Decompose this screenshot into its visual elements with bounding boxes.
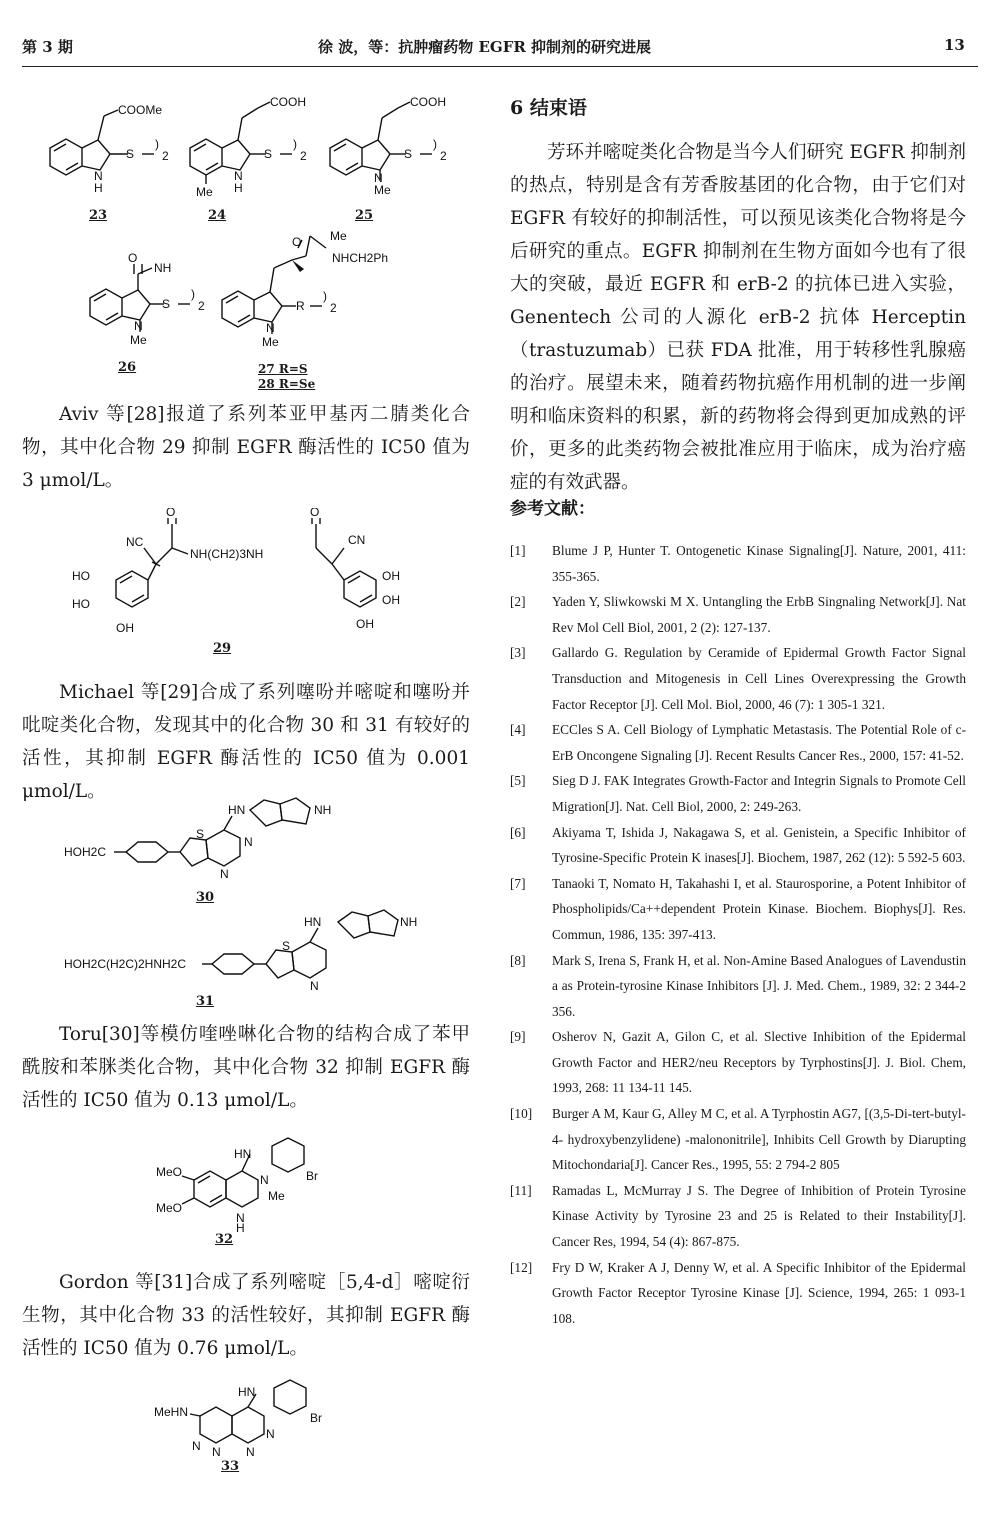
- svg-text:MeO: MeO: [156, 1201, 183, 1215]
- svg-text:O: O: [310, 508, 320, 519]
- svg-text:O: O: [292, 235, 302, 249]
- svg-text:NH: NH: [314, 803, 332, 817]
- structure-30: [60, 786, 460, 886]
- reference-item: [1] Blume J P, Hunter T. Ontogenetic Kinase Signaling[J]. Nature, 2001, 411: 355-365.: [510, 543, 966, 584]
- svg-text:HO: HO: [72, 597, 90, 611]
- svg-text:N: N: [234, 169, 243, 183]
- structures-23-28: [30, 88, 490, 388]
- svg-text:N: N: [266, 321, 275, 335]
- svg-text:N: N: [260, 1173, 269, 1187]
- compound-label: 33: [221, 1459, 240, 1474]
- svg-text:N: N: [374, 171, 383, 185]
- svg-text:N: N: [94, 169, 103, 183]
- paragraph-gordon: Gordon 等[31]合成了系列嘧啶［5,4-d］嘧啶衍生物，其中化合物 33 的活性较好，其抑制 EGFR 酶活性的 IC50 值为 0.76 μmol/L。: [22, 1272, 470, 1359]
- compound-label: 23: [89, 208, 108, 223]
- svg-text:HOH2C(H2C)2HNH2C: HOH2C(H2C)2HNH2C: [64, 957, 187, 971]
- svg-text:COOH: COOH: [270, 95, 306, 109]
- svg-text:R: R: [296, 299, 305, 313]
- reference-item: [5] Sieg D J. FAK Integrates Growth-Factor and Integrin Signals to Promote Cell Migration[J]. Nat. Cell Biol, 2000, 2: 249-263.: [510, 773, 966, 814]
- svg-text:S: S: [282, 939, 291, 953]
- reference-item: [11] Ramadas L, McMurray J S. The Degree of Inhibition of Protein Tyrosine Kinase Activity by Tyrosine 23 and 25 is Related to their Instability[J]. Cancer Res, 1994, 54 (4): 867-875.: [510, 1182, 966, 1250]
- svg-text:S: S: [196, 827, 205, 841]
- svg-text:H: H: [236, 1221, 245, 1234]
- compound-label: 32: [215, 1232, 234, 1247]
- compound-label: 25: [355, 208, 374, 223]
- svg-text:HO: HO: [72, 569, 90, 583]
- running-title: 徐 波，等：抗肿瘤药物 EGFR 抑制剂的研究进展: [318, 38, 652, 56]
- svg-text:N: N: [244, 835, 253, 849]
- svg-text:NH: NH: [154, 261, 172, 275]
- svg-text:S: S: [264, 147, 273, 161]
- svg-text:): ): [293, 137, 297, 151]
- svg-text:NH: NH: [400, 915, 418, 929]
- svg-text:HN: HN: [304, 915, 322, 929]
- svg-text:Me: Me: [374, 183, 391, 197]
- reference-item: [12] Fry D W, Kraker A J, Denny W, et al. A Specific Inhibitor of the Epidermal Growth Factor Receptor Tyrosine Kinase [J]. Science, 1994, 265: 1 093-1 108.: [510, 1259, 966, 1326]
- svg-text:2: 2: [198, 299, 205, 313]
- svg-text:2: 2: [162, 149, 169, 163]
- svg-text:N: N: [236, 1211, 245, 1225]
- structure-31: [60, 898, 460, 994]
- running-header: [0, 30, 1000, 70]
- svg-text:COOMe: COOMe: [118, 103, 163, 117]
- issue-label: 第 3 期: [22, 38, 73, 56]
- svg-text:): ): [155, 137, 159, 151]
- svg-text:S: S: [126, 147, 135, 161]
- svg-text:N: N: [192, 1439, 201, 1453]
- svg-text:Me: Me: [130, 333, 147, 347]
- svg-text:OH: OH: [116, 621, 134, 635]
- header-rule: [22, 66, 978, 67]
- svg-text:Br: Br: [306, 1169, 318, 1183]
- svg-text:HN: HN: [238, 1385, 256, 1399]
- svg-text:OH: OH: [356, 617, 374, 631]
- svg-text:NC: NC: [126, 535, 144, 549]
- page-number: 13: [944, 36, 965, 54]
- reference-item: [7] Tanaoki T, Nomato H, Takahashi I, et al. Staurosporine, a Potent Inhibitor of Phospholipids/Ca++dependent Protein Kinase. Biochem. Biophys[J]. Res. Commun, 1986, 135: 397-413.: [510, 875, 966, 942]
- svg-text:): ): [191, 287, 195, 301]
- svg-text:MeHN: MeHN: [154, 1405, 189, 1419]
- compound-label: 30: [196, 890, 215, 905]
- structure-32: [150, 1124, 370, 1234]
- svg-text:): ): [433, 137, 437, 151]
- svg-text:N: N: [212, 1445, 221, 1459]
- svg-text:N: N: [220, 867, 229, 881]
- svg-text:NH(CH2)3NH: NH(CH2)3NH: [190, 547, 264, 561]
- svg-text:Me: Me: [268, 1189, 285, 1203]
- svg-text:N: N: [310, 979, 319, 993]
- svg-text:N: N: [246, 1445, 255, 1459]
- compound-label: 24: [208, 208, 227, 223]
- svg-text:O: O: [166, 508, 176, 519]
- conclusion-paragraph: 芳环并嘧啶类化合物是当今人们研究 EGFR 抑制剂的热点，特别是含有芳香胺基团的化合物，由于它们对 EGFR 有较好的抑制活性，可以预见该类化合物将是今后研究的重点。EGFR 抑制剂在生物方面如今也有了很大的突破，最近 EGFR 和 erB-2 的抗体已进入实验，Genentech 公司的人源化 erB-2 抗体 Herceptin（trastuzumab）已获 FDA 批准，用于转移性乳腺癌的治疗。展望未来，随着药物抗癌作用机制的进一步阐明和临床资料的积累，新的药物将会得到更加成熟的评价，更多的此类药物会被批准应用于临床，成为治疗癌症的有效武器。: [510, 142, 966, 493]
- compound-label: 28 R=Se: [258, 377, 316, 391]
- compound-label: 27 R=S: [258, 362, 308, 376]
- svg-text:O: O: [128, 251, 138, 265]
- svg-text:HN: HN: [228, 803, 246, 817]
- svg-text:OH: OH: [382, 593, 400, 607]
- svg-text:2: 2: [440, 149, 447, 163]
- svg-text:N: N: [134, 319, 143, 333]
- reference-item: [10] Burger A M, Kaur G, Alley M C, et al. A Tyrphostin AG7, [(3,5-Di-tert-butyl-4- hydroxybenzylidene) -malononitrile], Inhibits Cell Growth by Diarupting Mitochondaria[J]. Cancer Res., 1995, 55: 2 794-2 805: [510, 1106, 966, 1173]
- references-heading: 参考文献：: [510, 499, 595, 519]
- reference-item: [9] Osherov N, Gazit A, Gilon C, et al. Slective Inhibition of the Epidermal Growth Factor and HER2/neu Receptors by Tyrphostins[J]. J. Biol. Chem, 1993, 268: 11 134-11 145.: [510, 1029, 966, 1096]
- compound-label: 29: [213, 641, 232, 656]
- reference-item: [3] Gallardo G. Regulation by Ceramide of Epidermal Growth Factor Signal Transduction and Mitogenesis in Cell Lines Overexpressing the Growth Factor Receptor [J]. Cell Mol. Biol, 2000, 46 (7): 1 305-1 321.: [510, 645, 966, 712]
- svg-text:Me: Me: [330, 229, 347, 243]
- svg-text:COOH: COOH: [410, 95, 446, 109]
- paragraph-michael: Michael 等[29]合成了系列噻吩并嘧啶和噻吩并吡啶类化合物，发现其中的化合物 30 和 31 有较好的活性，其抑制 EGFR 酶活性的 IC50 值为 0.001 μmol/L。: [22, 682, 470, 802]
- svg-text:CN: CN: [348, 533, 366, 547]
- paragraph-aviv: Aviv 等[28]报道了系列苯亚甲基丙二腈类化合物，其中化合物 29 抑制 EGFR 酶活性的 IC50 值为 3 μmol/L。: [22, 404, 470, 491]
- svg-text:MeO: MeO: [156, 1165, 183, 1179]
- structure-33: [150, 1376, 370, 1466]
- reference-item: [4] ECCles S A. Cell Biology of Lymphatic Metastasis. The Potential Role of c-ErB Oncongene Signaling [J]. Recent Results Cancer Res., 2000, 157: 41-52.: [510, 722, 966, 763]
- reference-list: [510, 538, 966, 1331]
- structure-29: [60, 508, 460, 638]
- svg-text:S: S: [162, 297, 171, 311]
- svg-text:H: H: [234, 181, 243, 195]
- svg-text:2: 2: [300, 149, 307, 163]
- svg-text:Me: Me: [196, 185, 213, 199]
- svg-text:HN: HN: [234, 1147, 252, 1161]
- reference-item: [8] Mark S, Irena S, Frank H, et al. Non-Amine Based Analogues of Lavendustin a as Protein-tyrosine Kinase Inhibitors [J]. J. Med. Chem., 1989, 32: 2 344-2 356.: [510, 952, 966, 1019]
- svg-text:H: H: [94, 181, 103, 195]
- compound-label: 31: [196, 994, 215, 1009]
- svg-text:NHCH2Ph: NHCH2Ph: [332, 251, 389, 265]
- reference-item: [6] Akiyama T, Ishida J, Nakagawa S, et al. Genistein, a Specific Inhibitor of Tyrosine-Specific Protein K inases[J]. Biochem, 1987, 262 (12): 5 592-5 603.: [510, 824, 966, 866]
- svg-text:Br: Br: [310, 1411, 322, 1425]
- svg-text:): ): [323, 289, 327, 303]
- svg-text:HOH2C: HOH2C: [64, 845, 107, 859]
- reference-item: [2] Yaden Y, Sliwkowski M X. Untangling the ErbB Singnaling Network[J]. Nat Rev Mol Cell Biol, 2001, 2 (2): 127-137.: [510, 594, 966, 635]
- svg-text:S: S: [404, 147, 413, 161]
- paragraph-toru: Toru[30]等模仿喹唑啉化合物的结构合成了苯甲酰胺和苯脒类化合物，其中化合物 32 抑制 EGFR 酶活性的 IC50 值为 0.13 μmol/L。: [22, 1024, 470, 1111]
- svg-text:2: 2: [330, 301, 337, 315]
- svg-text:N: N: [266, 1427, 275, 1441]
- section-title: 6 结束语: [510, 97, 587, 119]
- svg-text:OH: OH: [382, 569, 400, 583]
- compound-label: 26: [118, 360, 137, 375]
- svg-text:Me: Me: [262, 335, 279, 349]
